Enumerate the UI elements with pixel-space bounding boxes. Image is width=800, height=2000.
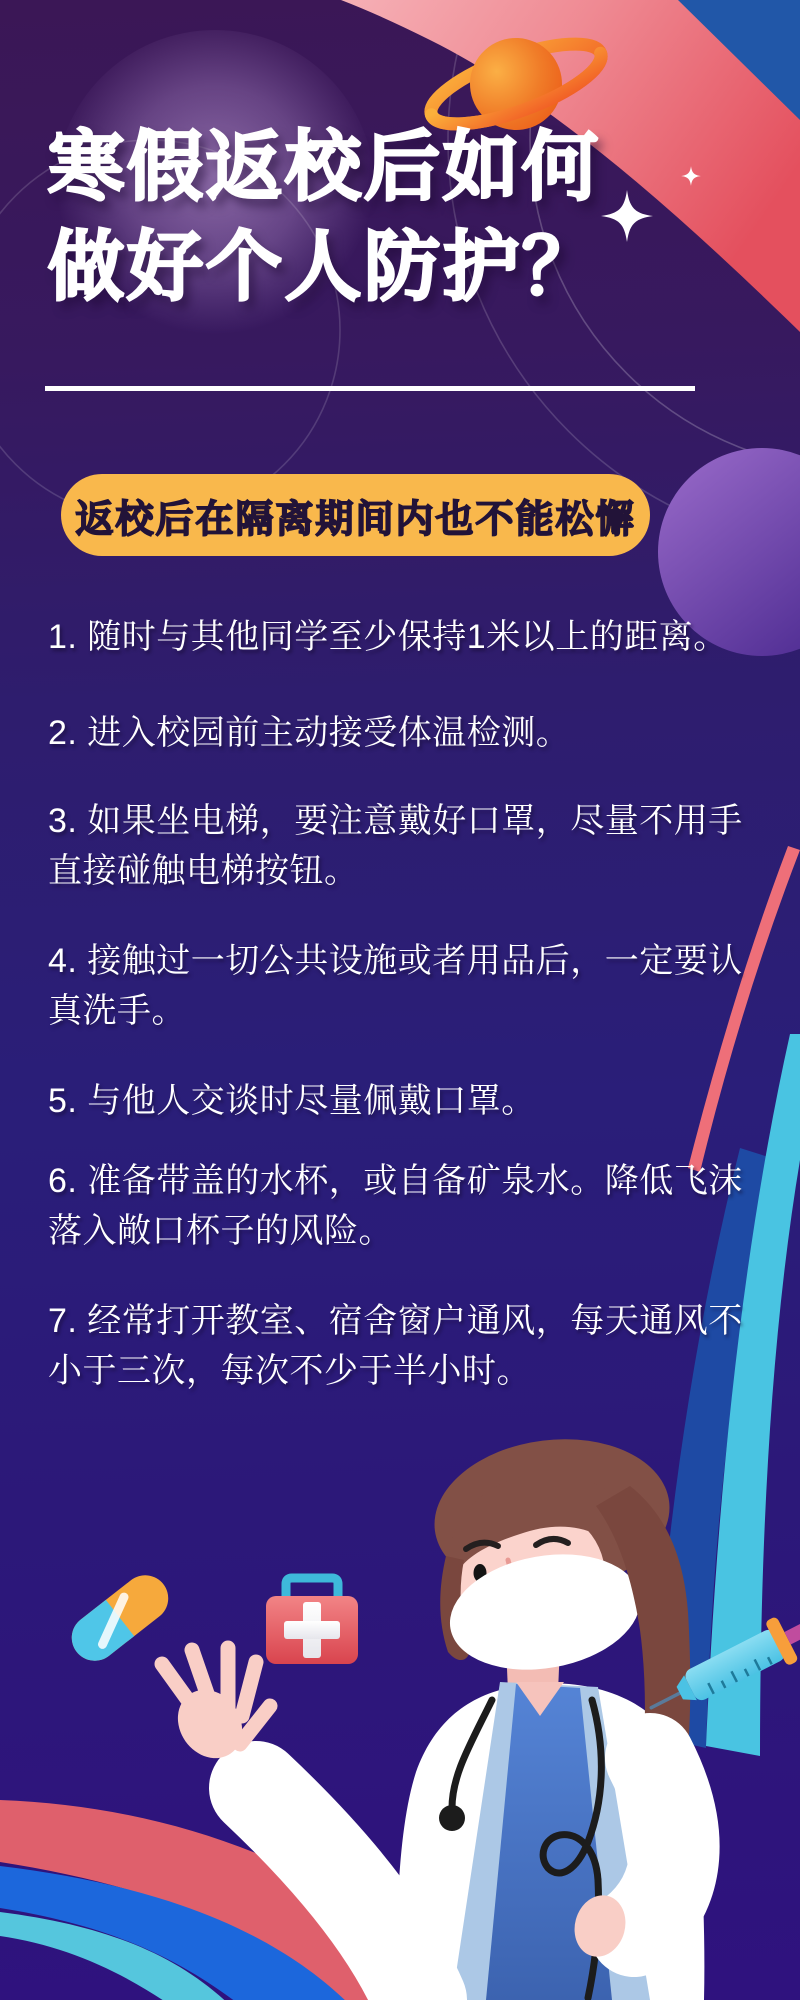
tip-item-3: 3. 如果坐电梯，要注意戴好口罩，尽量不用手直接碰触电梯按钮。 [48, 802, 743, 890]
first-aid-kit-icon [266, 1578, 358, 1664]
capsule-icon [62, 1566, 177, 1670]
title-divider [45, 386, 695, 391]
tips-list [48, 612, 765, 1396]
title-line-1: 寒假返校后如何 [48, 125, 601, 210]
tip-item-4: 4. 接触过一切公共设施或者用品后，一定要认真洗手。 [48, 942, 743, 1030]
tip-item-2: 2. 进入校园前主动接受体温检测。 [48, 714, 571, 752]
tip-item-6: 6. 准备带盖的水杯，或自备矿泉水。降低飞沫落入敞口杯子的风险。 [48, 1162, 743, 1250]
subtitle-banner [61, 474, 650, 556]
tip-item-5: 5. 与他人交谈时尽量佩戴口罩。 [48, 1082, 536, 1120]
tip-item-7: 7. 经常打开教室、宿舍窗户通风，每天通风不小于三次，每次不少于半小时。 [48, 1302, 743, 1390]
tip-item-1: 1. 随时与其他同学至少保持1米以上的距离。 [48, 618, 728, 656]
page-title [48, 118, 748, 318]
title-line-2: 做好个人防护？ [48, 225, 601, 310]
subtitle-banner-label: 返校后在隔离期间内也不能松懈 [75, 498, 636, 541]
